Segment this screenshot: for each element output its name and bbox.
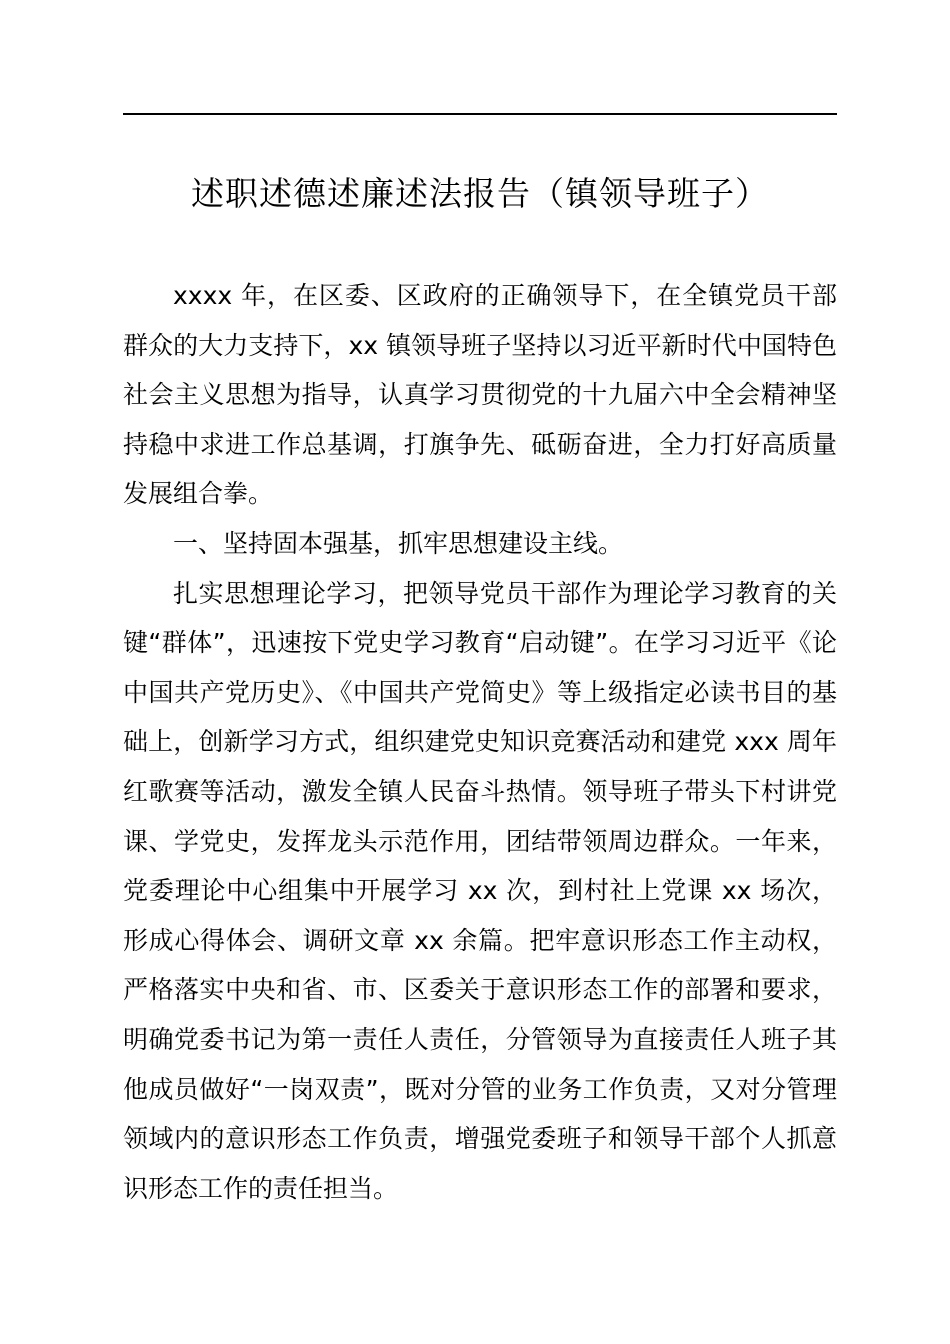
section-heading-1: 一、坚持固本强基，抓牢思想建设主线。 [173,528,624,558]
header-rule [123,113,837,115]
document-title: 述职述德述廉述法报告（镇领导班子） [191,174,769,213]
paragraph-intro: xxxx 年，在区委、区政府的正确领导下，在全镇党员干部群众的大力支持下，xx 镇领导班子坚持以习近平新时代中国特色社会主义思想为指导，认真学习贯彻党的十九届六中全会精神坚持稳中求进工作总基调，打旗争先、砥砺奋进，全力打好高质量发展组合拳。 [123,281,837,509]
document-body [123,271,837,1213]
paragraph-theory-study: 扎实思想理论学习，把领导党员干部作为理论学习教育的关键“群体”，迅速按下党史学习教育“启动键”。在学习习近平《论中国共产党历史》、《中国共产党简史》等上级指定必读书目的基础上，创新学习方式，组织建党史知识竞赛活动和建党 xxx 周年红歌赛等活动，激发全镇人民奋斗热情。领导班子带头下村讲党课、学党史，发挥龙头示范作用，团结带领周边群众。一年来，党委理论中心组集中开展学习 xx 次，到村社上党课 xx 场次，形成心得体会、调研文章 xx 余篇。把牢意识形态工作主动权，严格落实中央和省、市、区委关于意识形态工作的部署和要求，明确党委书记为第一责任人责任，分管领导为直接责任人班子其他成员做好“一岗双责”，既对分管的业务工作负责，又对分管理领域内的意识形态工作负责，增强党委班子和领导干部个人抓意识形态工作的责任担当。 [123,578,837,1203]
